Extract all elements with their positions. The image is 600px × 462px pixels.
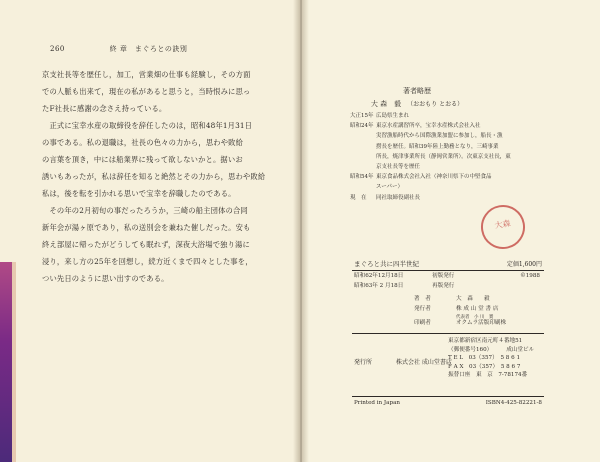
copyright: ©1988 xyxy=(520,273,540,279)
bio-year xyxy=(350,162,376,172)
bio-year: 昭和54年 xyxy=(350,174,374,181)
edition-date: 昭和63年 2 月18日 xyxy=(354,283,404,289)
edition-date: 昭和62年12月18日 xyxy=(354,273,404,279)
bio-text: スーパー） xyxy=(376,184,403,191)
text-line: の事である。私の退職は，社長の色々の力から，思わや敗給 xyxy=(42,138,244,147)
author-bio xyxy=(350,111,530,203)
text-line: 京支社長等を歴任し，加工，営業畑の仕事も経験し，その方面 xyxy=(42,70,251,79)
text-line: つい先日のように思い出すのである。 xyxy=(42,274,169,283)
printed-in: Printed in Japan xyxy=(354,400,401,406)
bio-row xyxy=(350,182,530,192)
running-head xyxy=(50,44,187,54)
book-price: 定価1,600円 xyxy=(506,261,542,268)
publisher-block xyxy=(352,337,544,395)
bio-text: 京支社長等を歴任 xyxy=(376,164,421,171)
edition-row xyxy=(352,271,544,281)
edition-kind: 初版発行 xyxy=(432,273,455,279)
credit-name: 大 森 毅 xyxy=(456,296,490,302)
isbn: ISBN4-425-82221-8 xyxy=(485,400,542,406)
bio-row xyxy=(350,152,530,162)
bio-year: 大正15年 xyxy=(350,113,374,119)
bio-row xyxy=(350,142,530,152)
book-title: まぐろと共に四半世紀 xyxy=(354,260,419,268)
bio-row xyxy=(350,193,530,203)
address-line: 東京都新宿区南元町４番地51 xyxy=(448,338,523,344)
text-line: 新年会が湯ヶ原であり，私の送別会を兼ねた催しだった。安も xyxy=(42,223,251,232)
text-line: たF社長に感謝の念さえ持っている。 xyxy=(42,104,167,113)
edition-kind: 再版発行 xyxy=(432,283,455,289)
address-line: （郵便番号160） 成山堂ビル xyxy=(448,346,535,353)
bio-year xyxy=(350,182,376,192)
bio-year: 現 在 xyxy=(350,194,367,201)
bio-text: 同社取締役副社長 xyxy=(376,194,421,201)
bio-year: 昭和24年 xyxy=(350,123,374,130)
credit-role: 著 者 xyxy=(414,296,431,302)
bio-row xyxy=(350,121,530,131)
bio-text: 広島県生まれ xyxy=(376,113,410,119)
credit-row xyxy=(352,318,544,328)
text-line: 正式に宝幸水産の取締役を辞任したのは，昭和48年1月31日 xyxy=(42,121,253,130)
author-bio-heading: 著者略歴 xyxy=(403,87,431,95)
text-line: その年の2月初旬の事だったろうか，三崎の船主団体の合同 xyxy=(42,206,248,215)
text-line: の言葉を頂き，中には船業界に残って欲しないかと。据いお xyxy=(42,155,243,164)
bio-year xyxy=(350,142,376,152)
author-name-reading: （おおもり とおる） xyxy=(407,101,464,108)
bio-text: 所長，焼津事業所長（静岡営業所）。次東京支社長，東 xyxy=(376,153,511,160)
publisher-address xyxy=(448,337,534,380)
text-line: 浸り，来し方の25年を回想し，続方近くまで四々とした事を， xyxy=(42,257,253,266)
address-line: T E L 03（357） 5 8 6 1 xyxy=(448,355,521,362)
text-line: 終え部屋に帰ったがどうしても眠れず，深夜大浴場で独り湯に xyxy=(42,240,250,249)
bio-text: 東京水産講習所卒，宝幸水産株式会社入社 xyxy=(376,123,481,130)
bio-row xyxy=(350,172,530,182)
chapter-title: 終 章 まぐろとの訣別 xyxy=(109,45,188,53)
address-line: 振替口座 東 京 7-78174番 xyxy=(448,372,528,379)
author-name xyxy=(340,99,494,109)
text-line: での人脈も出来て，現在の私があると思うと，当時恨みに思っ xyxy=(42,87,251,96)
edition-row xyxy=(352,281,544,291)
bio-row xyxy=(350,111,530,121)
text-line: 私は，後を転を引かれる思いで宝幸を辞職したのである。 xyxy=(42,189,236,198)
bio-text: 実習漁船時代から国際漁業加盟に参加し，船長・漁 xyxy=(376,133,503,140)
publisher-label: 発行所 xyxy=(354,359,373,366)
credit-name: 株 成 山 堂 書 店 xyxy=(456,306,499,312)
credit-role: 発行者 xyxy=(414,306,431,312)
bio-row xyxy=(350,131,530,141)
colophon-title-row xyxy=(352,258,544,271)
text-line: 誘いもあったが，私は辞任を知ると絶然とその力から，思わや敗給 xyxy=(42,172,266,181)
publisher-name: 株式会社 成山堂書店 xyxy=(396,359,452,366)
bio-text: 東京食品株式会社入社（神奈川県下の中堅食品 xyxy=(376,174,492,181)
book-gutter xyxy=(293,0,309,462)
book-edge-color-strip xyxy=(0,262,12,462)
body-text xyxy=(42,66,286,287)
credit-row xyxy=(352,304,544,318)
author-name-text: 大 森 毅 xyxy=(370,100,402,108)
colophon xyxy=(352,258,544,409)
book-edge-inner-strip xyxy=(12,262,16,462)
credit-row xyxy=(352,294,544,304)
credit-sub: 代表者 小 川 實 xyxy=(456,315,494,320)
bio-year xyxy=(350,152,376,162)
credits xyxy=(352,294,544,328)
right-page xyxy=(300,0,600,462)
credit-role: 印刷者 xyxy=(414,320,431,326)
page-number: 260 xyxy=(50,45,65,53)
bio-year xyxy=(350,131,376,141)
divider xyxy=(352,333,544,334)
colophon-footer xyxy=(352,396,544,409)
author-seal-stamp: 大森 xyxy=(478,202,529,253)
address-line: F A X 03（357） 5 8 6 7 xyxy=(448,363,521,370)
bio-row xyxy=(350,162,530,172)
credit-name: オクムラ活版印刷株 xyxy=(456,320,507,326)
bio-text: 撈長を歴任。昭和39年陸上勤務となり，三崎事業 xyxy=(376,143,499,150)
